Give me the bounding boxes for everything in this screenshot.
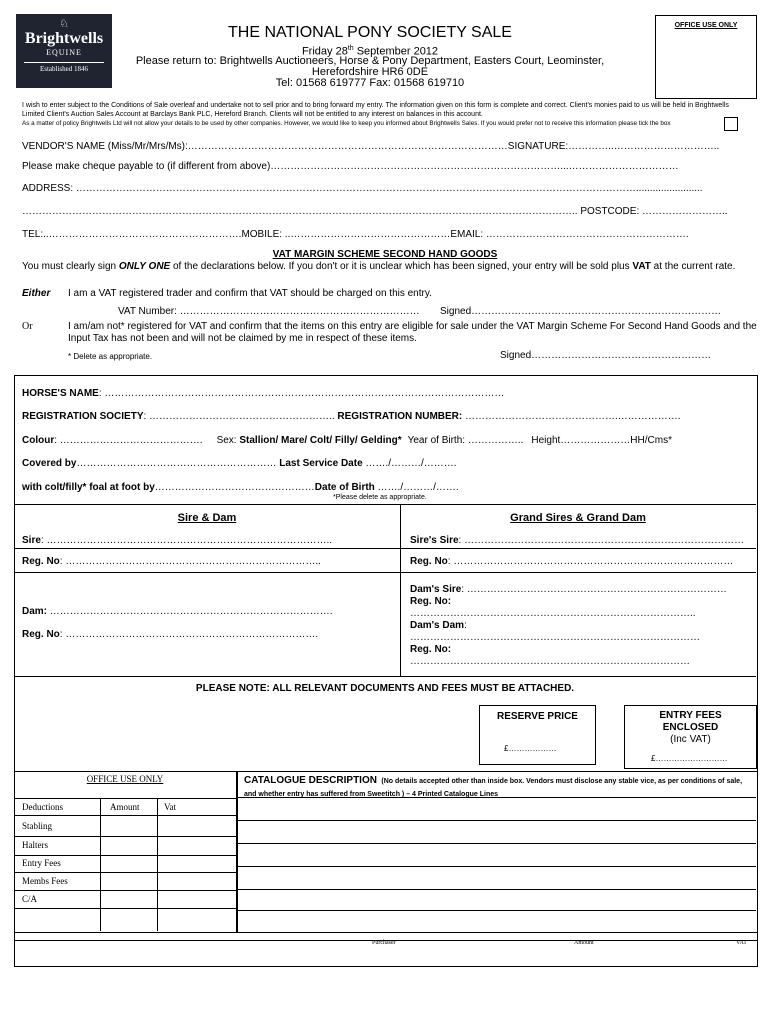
- sale-date: Friday 28th September 2012: [301, 45, 439, 58]
- sires-sire-rule: [400, 548, 756, 549]
- pedigree-bottom-rule: [14, 676, 756, 677]
- table-row: Entry Fees: [22, 858, 61, 868]
- dam-regno-field[interactable]: Reg. No: ………………………………………………………………….: [22, 629, 319, 640]
- or-text: I am/am not* registered for VAT and confirm that the items on this entry are eligible for sale under the VAT Margin Scheme For Second Hand Goods and the Input Tax has not been and will not be claimed by me in respect of these items.: [68, 321, 757, 344]
- tel-mobile-email-field[interactable]: TEL:..………………………………………………….MOBILE: ..…………………………………………EMAIL: …………………………………………………….: [22, 229, 689, 240]
- office-use-box-top: OFFICE USE ONLY: [655, 15, 757, 99]
- office-use-title: OFFICE USE ONLY: [86, 774, 164, 784]
- opt-out-checkbox[interactable]: [724, 117, 738, 131]
- col-vat: Vat: [164, 802, 176, 812]
- grandsires-heading: Grand Sires & Grand Dam: [510, 512, 646, 524]
- logo-sub: EQUINE: [46, 48, 82, 57]
- dams-sire-regno-field[interactable]: Reg. No:: [410, 596, 452, 607]
- logo-established: Established 1846: [24, 62, 104, 73]
- vat-intro: You must clearly sign ONLY ONE of the declarations below. If you don't or it is unclear which has been signed, your entry will be sold plus VAT at the current rate.: [22, 261, 736, 272]
- contact-numbers: Tel: 01568 619777 Fax: 01568 619710: [275, 77, 465, 89]
- table-row: Halters: [22, 840, 48, 850]
- signed-field-1[interactable]: Signed…………………………………………………………………: [440, 306, 722, 317]
- table-row: C/A: [22, 894, 38, 904]
- or-label: Or: [22, 321, 33, 332]
- registration-field[interactable]: REGISTRATION SOCIETY: ……………………………………………….. REGISTRATION NUMBER: ……………………………………….……………….: [22, 411, 681, 422]
- dams-dam-regno-field[interactable]: Reg. No:: [410, 644, 452, 655]
- dams-sire-field[interactable]: Dam's Sire: ……………………………………………………………………: [410, 584, 727, 595]
- horse-icon: ♘: [59, 18, 69, 30]
- intro-terms: I wish to enter subject to the Conditions of Sale overleaf and undertake not to sell prior and to bring forward my entry. The information given on this form is complete and correct. Client's monies paid to us will be held in Brightwells Limited Client's Auction Sales Account at Barclays Bank PLC, Hereford Branch. Clients will not be entitled to any interest on balances in this account.: [22, 102, 729, 118]
- dams-dam-line[interactable]: ……………………………………………………………………………: [410, 632, 700, 643]
- dams-sire-regno-dots[interactable]: …………………………………………………………………………..: [410, 608, 696, 619]
- covered-field[interactable]: Covered by…………………………………………………… Last Service Date ……./………/……….: [22, 458, 457, 469]
- sire-field[interactable]: Sire: …………………………………………………………………………..: [22, 535, 333, 546]
- dams-dam-regno-dots[interactable]: …………………………………………………………………………: [410, 656, 690, 667]
- documents-note: PLEASE NOTE: ALL RELEVANT DOCUMENTS AND FEES MUST BE ATTACHED.: [195, 683, 575, 694]
- privacy-notice: As a matter of policy Brightwells Ltd will not allow your details to be used by other companies. However, we would like to keep you informed about Brightwells Sales. If you would prefer not to receive this information please tick the box: [22, 120, 671, 127]
- reserve-price-box[interactable]: RESERVE PRICE £………………: [479, 705, 596, 765]
- sires-sire-regno-field[interactable]: Reg. No: …………………………………………………………………………: [410, 556, 734, 567]
- pedigree-divider: [400, 504, 401, 676]
- signed-field-2[interactable]: Signed………………………………………………: [500, 350, 712, 361]
- entry-fees-box[interactable]: ENTRY FEES ENCLOSED (Inc VAT) £………………………: [624, 705, 757, 769]
- catalogue-heading: CATALOGUE DESCRIPTION (No details accepted other than inside box. Vendors must disclose any stable vice, as per conditions of sale, and whether entry has suffered from Sweetitch ) – 4 Printed Catalogue Lines: [244, 775, 743, 798]
- vat-label: VAT: [736, 940, 747, 946]
- return-address-1: Please return to: Brightwells Auctioneers, Horse & Pony Department, Easters Court, Leominster,: [135, 55, 605, 67]
- dams-dam-field[interactable]: Dam's Dam:: [410, 620, 467, 631]
- purchaser-label: Purchaser: [372, 940, 396, 946]
- return-address-2: Herefordshire HR6 0DE: [311, 66, 429, 78]
- table-row: Membs Fees: [22, 876, 68, 886]
- dam-field[interactable]: Dam: ………………………………………………………………………….: [22, 606, 333, 617]
- sire-rule: [14, 548, 400, 549]
- colour-sex-field[interactable]: Colour: ……………………………………. Sex: Stallion/ Mare/ Colt/ Filly/ Gelding* Year of Birth: …………….. Height…………………HH/Cms*: [22, 435, 672, 446]
- sire-regno-field[interactable]: Reg. No: …………………………………………………………………..: [22, 556, 321, 567]
- brightwells-logo: [16, 14, 112, 88]
- col-deductions: Deductions: [22, 802, 63, 812]
- either-text: I am a VAT registered trader and confirm that VAT should be charged on this entry.: [68, 288, 432, 299]
- foal-field[interactable]: with colt/filly* foal at foot by…………………………………………Date of Birth ……./………/…….: [22, 482, 459, 493]
- foal-delete-note: *Please delete as appropriate.: [333, 494, 427, 501]
- horse-name-field[interactable]: HORSE'S NAME: …………………………………………………………………………………………………………: [22, 388, 505, 399]
- address-postcode-field[interactable]: ………………………………………………………………………………………………………………………………………………….. POSTCODE: ……………………..: [22, 206, 728, 217]
- regno-rule: [14, 572, 756, 573]
- delete-note: * Delete as appropriate.: [68, 352, 153, 361]
- table-row: Stabling: [22, 821, 53, 831]
- vat-heading: VAT MARGIN SCHEME SECOND HAND GOODS: [272, 249, 498, 260]
- vendor-name-field[interactable]: VENDOR'S NAME (Miss/Mr/Mrs/Ms):……………………………………………………………………………………SIGNATURE:…………..…………………………..: [22, 141, 720, 152]
- address-field[interactable]: ADDRESS: ……………………………………………………………………………………………………………………………………………………........................: [22, 183, 703, 194]
- cheque-payable-field[interactable]: Please make cheque payable to (if different from above)……………………………………………………………………………...……………………………: [22, 161, 679, 172]
- vat-number-field[interactable]: VAT Number: ………………………………………………………………: [118, 306, 420, 317]
- either-label: Either: [22, 288, 51, 299]
- sire-dam-heading: Sire & Dam: [177, 512, 237, 524]
- amount-label: Amount: [574, 940, 594, 946]
- sires-sire-field[interactable]: Sire's Sire: …………………………………………………………………………: [410, 535, 745, 546]
- pedigree-top-rule: [14, 504, 756, 505]
- logo-name: Brightwells: [24, 30, 104, 47]
- page-title: THE NATIONAL PONY SOCIETY SALE: [228, 24, 512, 41]
- col-amount: Amount: [110, 802, 140, 812]
